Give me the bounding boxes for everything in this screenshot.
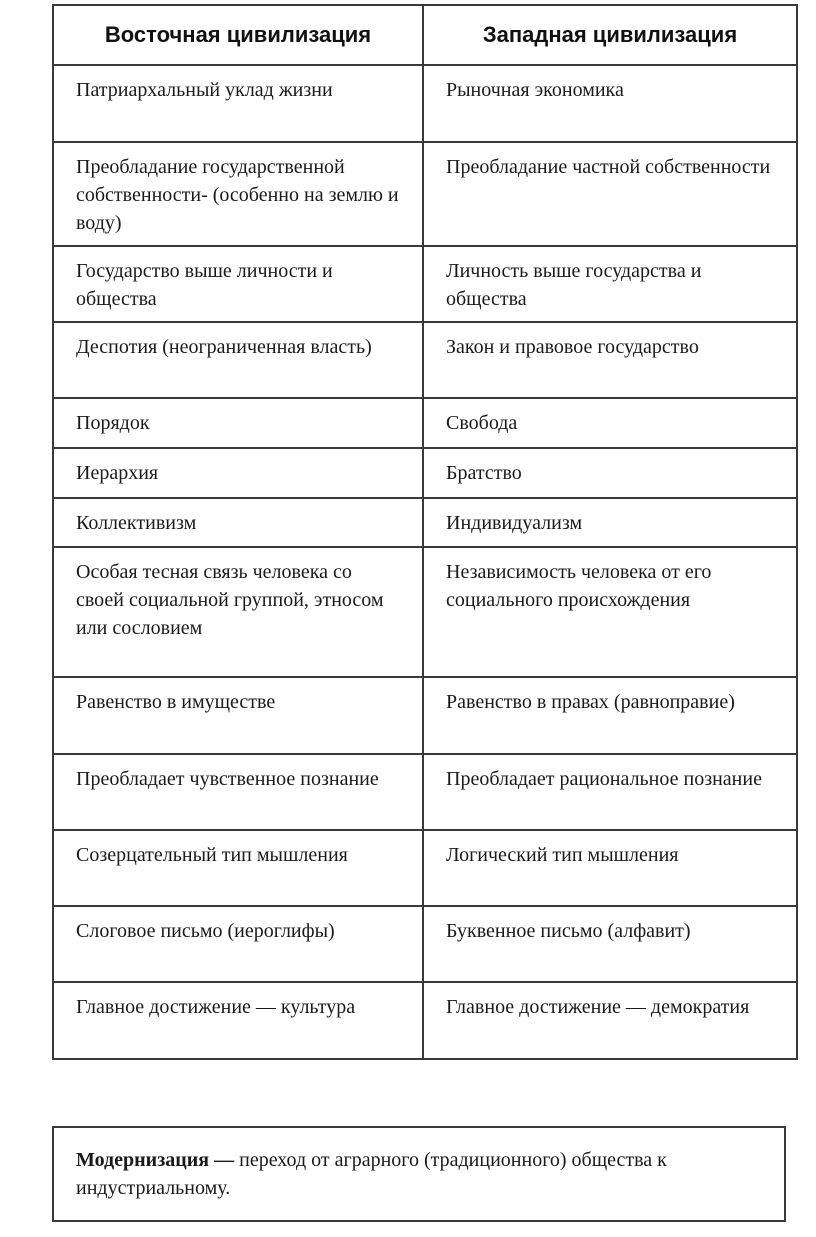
table-row — [53, 142, 797, 246]
table-row — [53, 906, 797, 982]
cell-east: Слоговое письмо (иероглифы) — [53, 906, 423, 982]
cell-east: Патриархальный уклад жизни — [53, 65, 423, 142]
table-row — [53, 322, 797, 398]
cell-west: Преобладание частной собственности — [423, 142, 797, 246]
cell-east: Созерцательный тип мышления — [53, 830, 423, 906]
cell-east: Государство выше личности и общества — [53, 246, 423, 322]
cell-east: Преобладает чувственное познание — [53, 754, 423, 830]
cell-east: Деспотия (неограниченная власть) — [53, 322, 423, 398]
cell-east: Порядок — [53, 398, 423, 448]
civilization-comparison-table — [52, 4, 798, 1060]
table-row — [53, 246, 797, 322]
cell-west: Братство — [423, 448, 797, 498]
cell-west: Рыночная экономика — [423, 65, 797, 142]
cell-east: Особая тесная связь человека со своей социальной группой, этносом или сословием — [53, 547, 423, 677]
table-header-row — [53, 5, 797, 65]
header-west: Западная цивилизация — [423, 5, 797, 65]
cell-west: Преобладает рациональное познание — [423, 754, 797, 830]
cell-west: Индивидуализм — [423, 498, 797, 547]
cell-east: Иерархия — [53, 448, 423, 498]
cell-west: Закон и правовое государство — [423, 322, 797, 398]
cell-east: Равенство в имуществе — [53, 677, 423, 754]
table-row — [53, 830, 797, 906]
definition-box — [52, 1126, 786, 1222]
table-row — [53, 398, 797, 448]
cell-west: Главное достижение — демократия — [423, 982, 797, 1059]
cell-west: Свобода — [423, 398, 797, 448]
cell-west: Логический тип мышления — [423, 830, 797, 906]
table-row — [53, 498, 797, 547]
definition-text: переход от аграрного (традиционного) общества к индустриальному. — [76, 1149, 667, 1199]
cell-east: Главное достижение — культура — [53, 982, 423, 1059]
table-row — [53, 65, 797, 142]
cell-west: Равенство в правах (равноправие) — [423, 677, 797, 754]
definition-term: Модернизация — — [76, 1149, 235, 1171]
cell-west: Буквенное письмо (алфавит) — [423, 906, 797, 982]
cell-west: Независимость человека от его социального происхождения — [423, 547, 797, 677]
header-east: Восточная цивилизация — [53, 5, 423, 65]
table-row — [53, 448, 797, 498]
table-row — [53, 547, 797, 677]
cell-east: Коллективизм — [53, 498, 423, 547]
cell-west: Личность выше государства и общества — [423, 246, 797, 322]
table-row — [53, 677, 797, 754]
table-row — [53, 754, 797, 830]
table-row — [53, 982, 797, 1059]
cell-east: Преобладание государственной собственности- (особенно на землю и воду) — [53, 142, 423, 246]
